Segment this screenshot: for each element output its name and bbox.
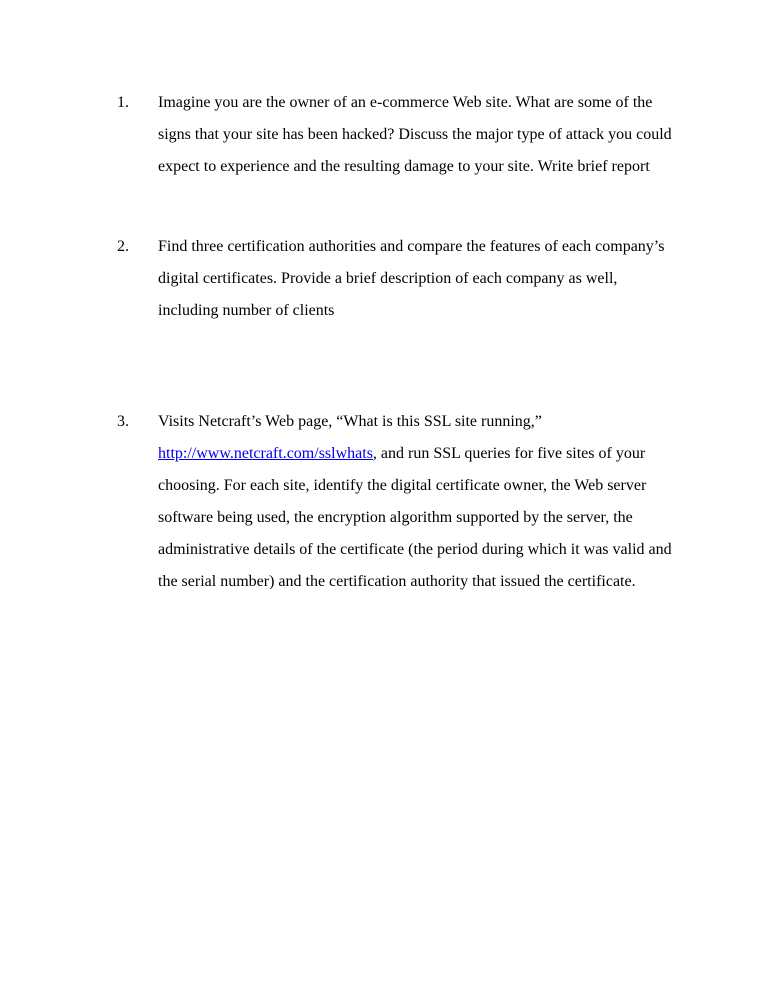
question-text: Find three certification authorities and compare the features of each company’s digital certificates. Provide a brief description of each company as well, including number of clients [158,238,665,319]
question-number: 3. [117,413,129,430]
question-text-intro: Visits Netcraft’s Web page, “What is this SSL site running,” [158,413,542,430]
question-text [158,406,677,598]
question-3 [117,406,677,598]
question-1 [117,87,677,183]
netcraft-link[interactable]: http://www.netcraft.com/sslwhats [158,445,373,462]
question-text: Imagine you are the owner of an e-commerce Web site. What are some of the signs that your site has been hacked? Discuss the major type of attack you could expect to experience and the resulting damage to your site. Write brief report [158,94,672,175]
question-text-rest: , and run SSL queries for five sites of your choosing. For each site, identify the digital certificate owner, the Web server software being used, the encryption algorithm supported by the server, the administrative details of the certificate (the period during which it was valid and the serial number) and the certification authority that issued the certificate. [158,445,672,590]
question-2 [117,231,677,327]
question-number: 1. [117,94,129,111]
question-number: 2. [117,238,129,255]
